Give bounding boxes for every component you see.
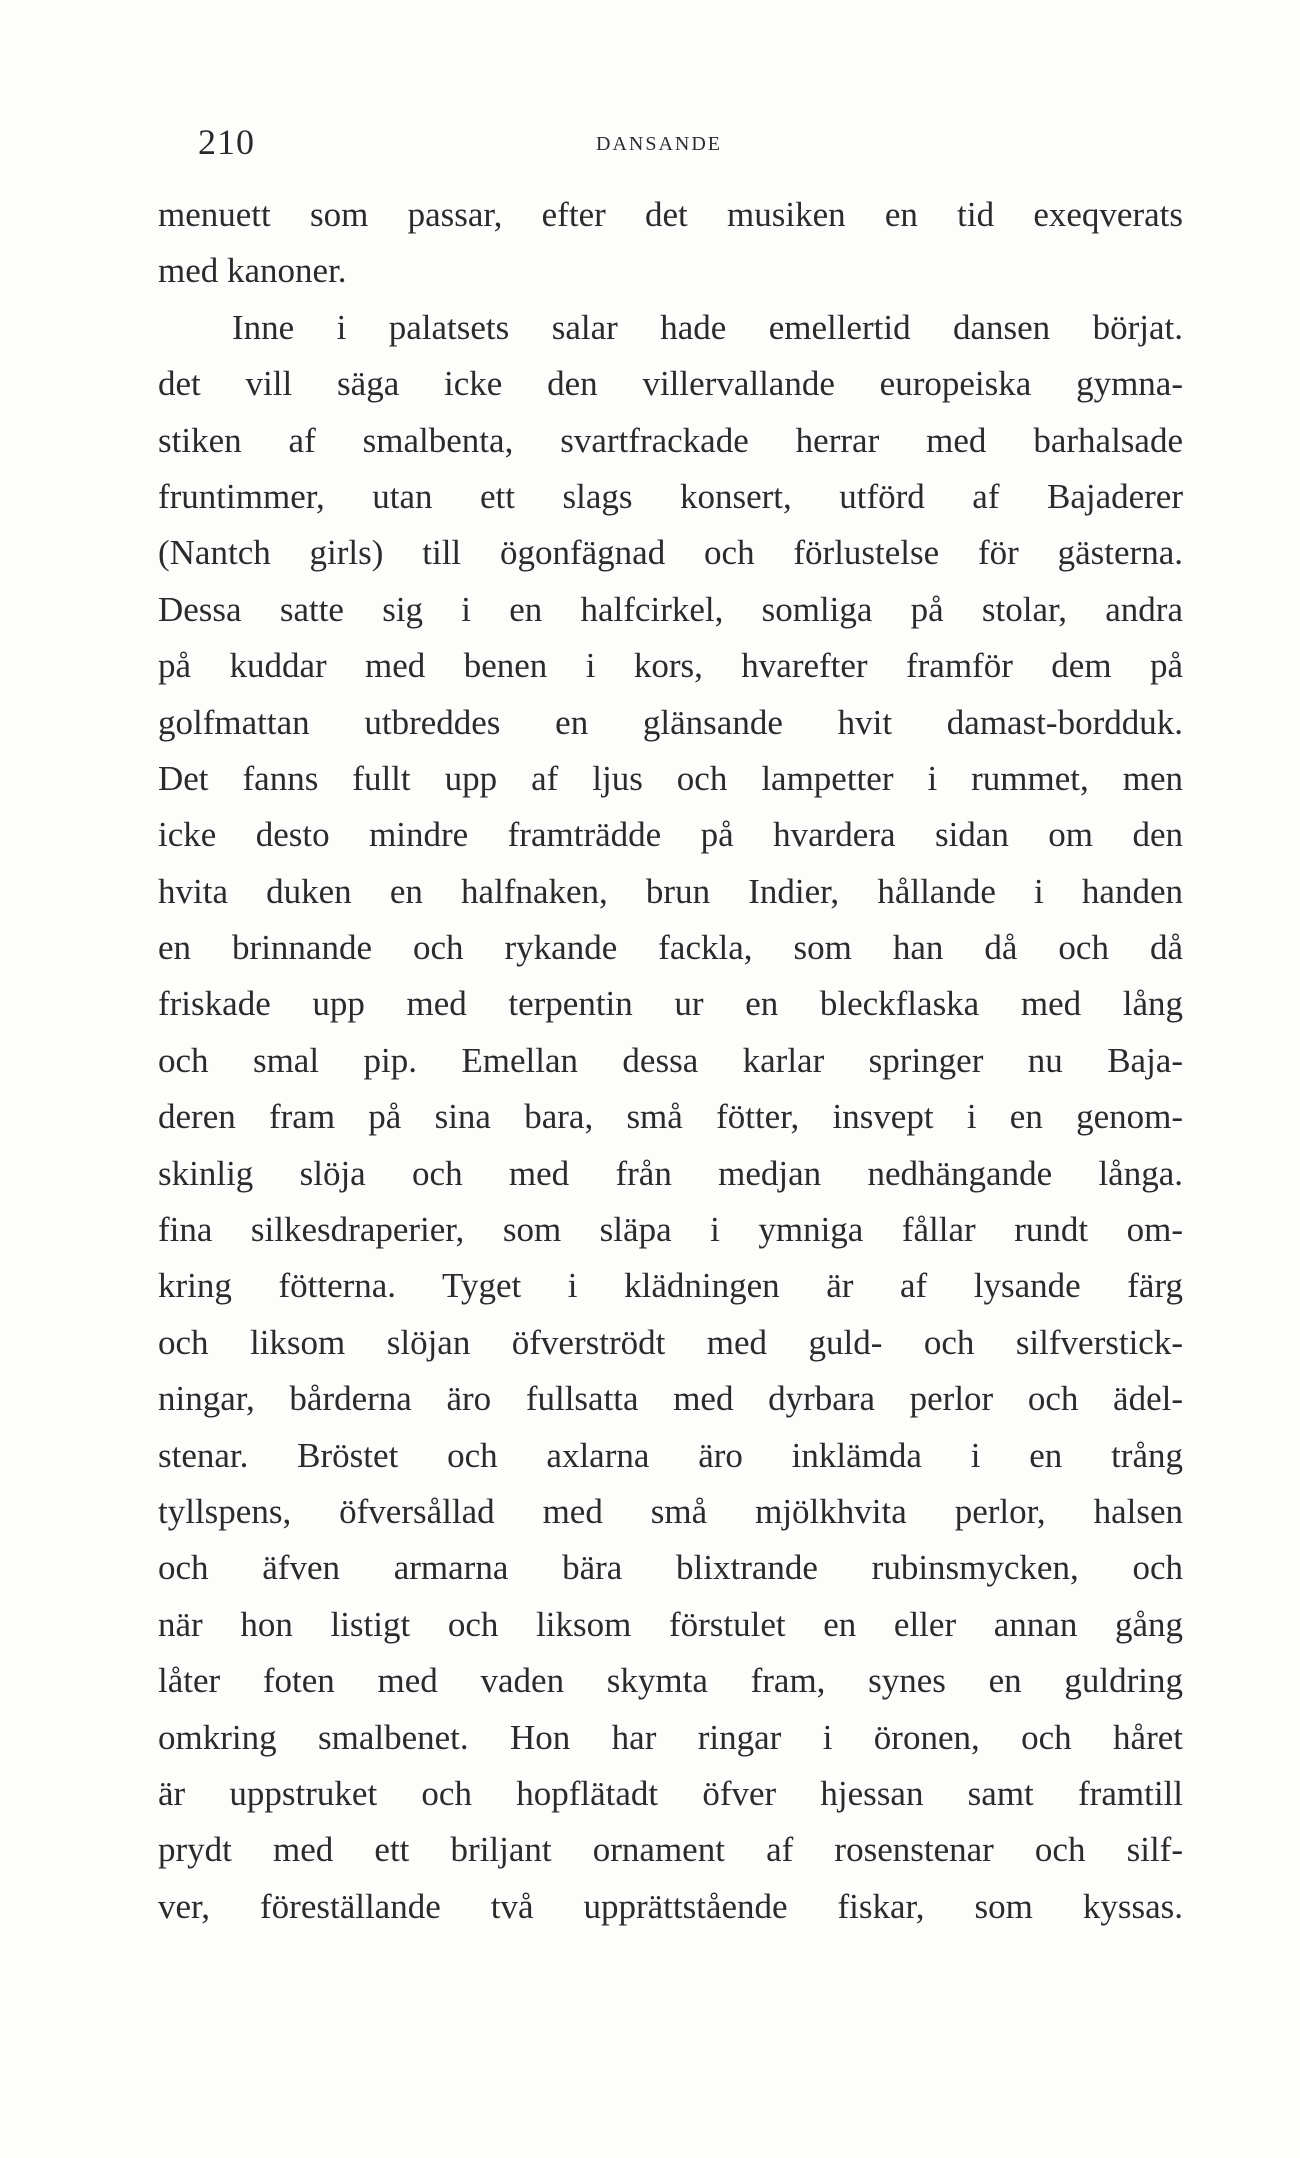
page-header bbox=[198, 118, 1098, 166]
body-text bbox=[158, 187, 1183, 1935]
text-line: det vill säga icke den villervallande europeiska gymna- bbox=[158, 364, 1183, 404]
text-line: tyllspens, öfversållad med små mjölkhvita perlor, halsen bbox=[158, 1491, 1183, 1531]
text-line: prydt med ett briljant ornament af rosenstenar och silf- bbox=[158, 1830, 1183, 1870]
text-line: är uppstruket och hopflätadt öfver hjessan samt framtill bbox=[158, 1773, 1183, 1813]
text-line: deren fram på sina bara, små fötter, insvept i en genom- bbox=[158, 1097, 1183, 1137]
text-line: golfmattan utbreddes en glänsande hvit damast-bordduk. bbox=[158, 702, 1183, 742]
running-head: DANSANDE bbox=[596, 133, 722, 155]
text-line: fina silkesdraperier, som släpa i ymniga fållar rundt om- bbox=[158, 1210, 1183, 1250]
text-line: menuett som passar, efter det musiken en tid exeqverats bbox=[158, 195, 1183, 234]
text-line: fruntimmer, utan ett slags konsert, utförd af Bajaderer bbox=[158, 476, 1183, 516]
page-number: 210 bbox=[198, 122, 255, 162]
text-line: Dessa satte sig i en halfcirkel, somliga på stolar, andra bbox=[158, 589, 1183, 629]
text-line: och smal pip. Emellan dessa karlar springer nu Baja- bbox=[158, 1040, 1183, 1080]
text-line: skinlig slöja och med från medjan nedhängande långa. bbox=[158, 1153, 1183, 1193]
text-line: omkring smalbenet. Hon har ringar i öronen, och håret bbox=[158, 1717, 1183, 1757]
text-line: stiken af smalbenta, svartfrackade herrar med barhalsade bbox=[158, 420, 1183, 460]
text-line: med kanoner. bbox=[158, 251, 347, 291]
text-line: friskade upp med terpentin ur en bleckflaska med lång bbox=[158, 984, 1183, 1024]
text-line: när hon listigt och liksom förstulet en eller annan gång bbox=[158, 1604, 1183, 1644]
text-line: en brinnande och rykande fackla, som han då och då bbox=[158, 928, 1183, 968]
text-line: ningar, bårderna äro fullsatta med dyrbara perlor och ädel- bbox=[158, 1379, 1183, 1419]
text-line: låter foten med vaden skymta fram, synes en guldring bbox=[158, 1661, 1183, 1701]
text-line: ver, föreställande två upprättstående fiskar, som kyssas. bbox=[158, 1886, 1183, 1926]
text-line: hvita duken en halfnaken, brun Indier, hållande i handen bbox=[158, 871, 1183, 911]
text-line: icke desto mindre framträdde på hvardera sidan om den bbox=[158, 815, 1183, 855]
text-line: på kuddar med benen i kors, hvarefter framför dem på bbox=[158, 646, 1183, 686]
text-line: kring fötterna. Tyget i klädningen är af lysande färg bbox=[158, 1266, 1183, 1306]
text-line: Det fanns fullt upp af ljus och lampetter i rummet, men bbox=[158, 758, 1183, 798]
text-line: Inne i palatsets salar hade emellertid dansen börjat. bbox=[232, 307, 1183, 347]
text-line: stenar. Bröstet och axlarna äro inklämda i en trång bbox=[158, 1435, 1183, 1475]
text-line: och liksom slöjan öfverströdt med guld- och silfverstick- bbox=[158, 1322, 1183, 1362]
text-line: och äfven armarna bära blixtrande rubinsmycken, och bbox=[158, 1548, 1183, 1588]
text-line: (Nantch girls) till ögonfägnad och förlustelse för gästerna. bbox=[158, 533, 1183, 573]
